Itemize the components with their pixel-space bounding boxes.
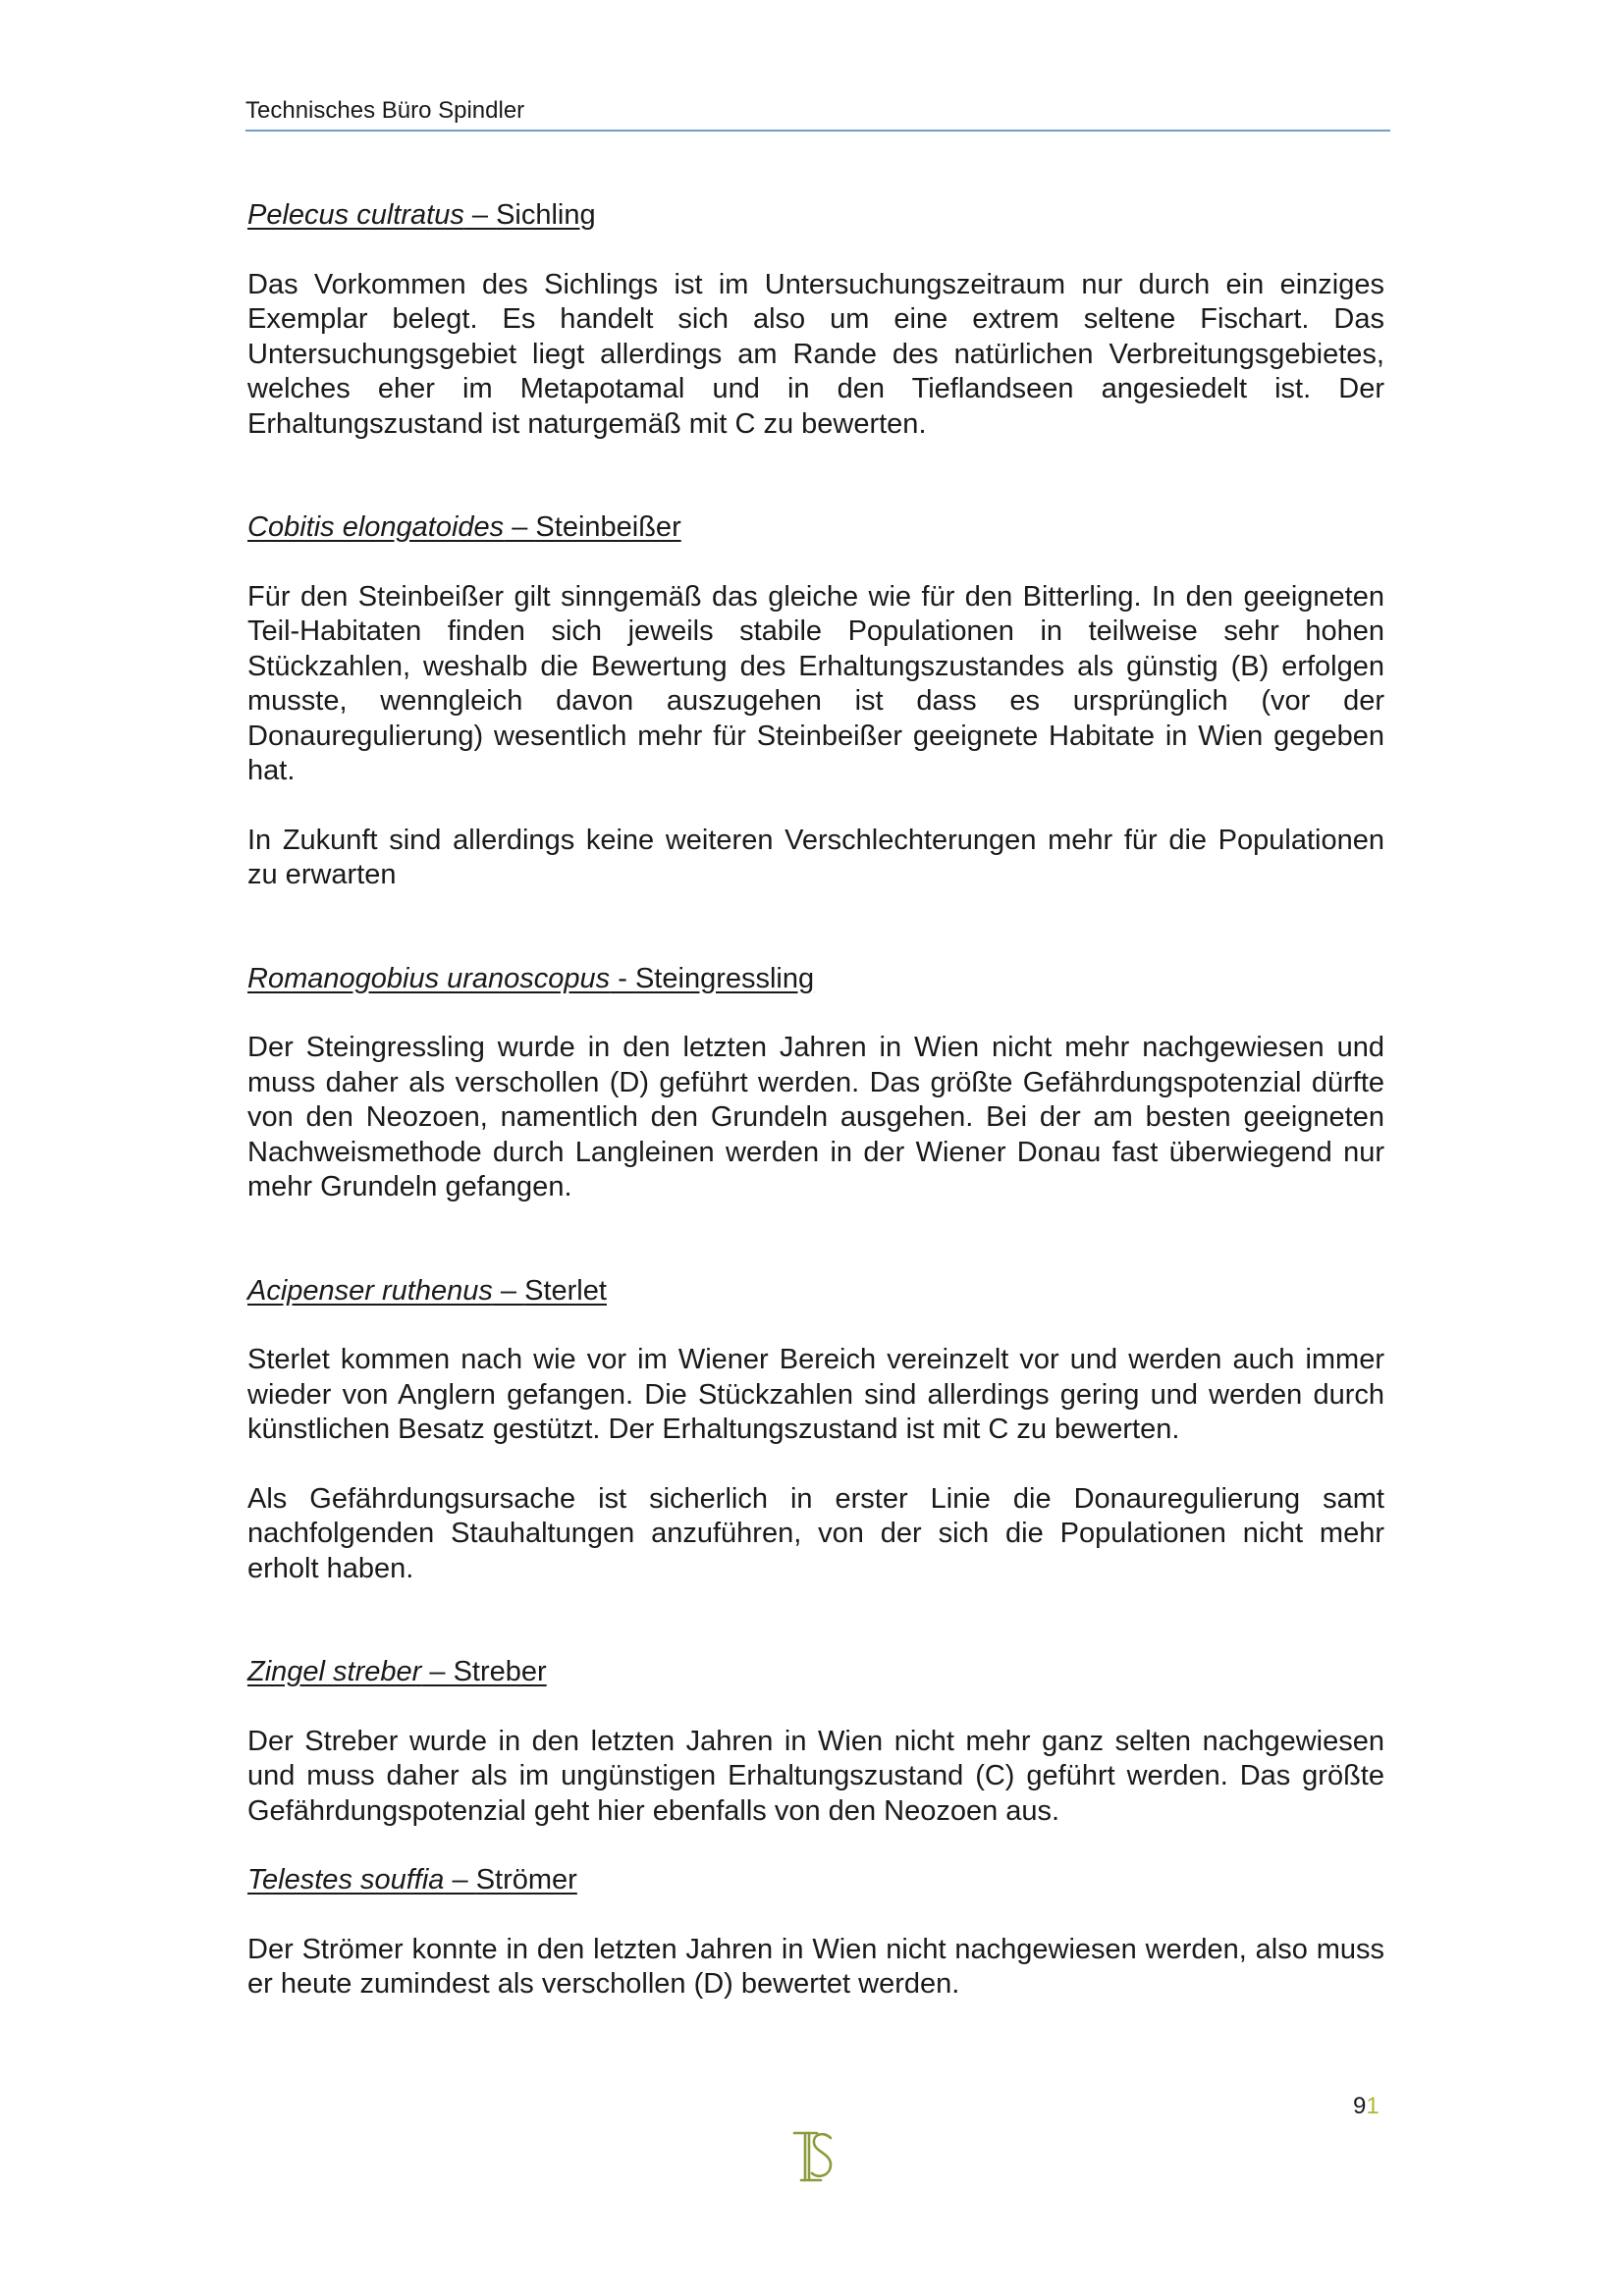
document-body [247,198,1384,2002]
page-number-suffix: 1 [1366,2093,1380,2119]
page-number: 91 [1353,2093,1380,2119]
section-heading: Cobitis elongatoides – Steinbeißer [247,511,681,543]
section-heading: Romanogobius uranoscopus - Steingressling [247,962,815,994]
section-steinbeisser [247,510,1384,893]
section-heading: Telestes souffia – Strömer [247,1864,577,1896]
section-paragraph: Das Vorkommen des Sichlings ist im Untersuchungszeitraum nur durch ein einziges Exemplar belegt. Es handelt sich also um eine extrem seltene Fischart. Das Untersuchungsgebiet liegt allerdings am Rande des natürlichen Verbreitungsgebietes, welches eher im Metapotamal und in den Tieflandseen angesiedelt ist. Der Erhaltungszustand ist naturgemäß mit C zu bewerten. [247,268,1384,440]
section-heading: Pelecus cultratus – Sichling [247,199,596,231]
section-paragraph: Als Gefährdungsursache ist sicherlich in erster Linie die Donauregulierung samt nachfolgenden Stauhaltungen anzuführen, von der sich die Populationen nicht mehr erholt haben. [247,1482,1384,1584]
ts-logo-icon [791,2128,839,2185]
section-stroemer [247,1863,1384,2002]
section-steingressling [247,962,1384,1205]
section-heading: Zingel streber – Streber [247,1656,547,1687]
section-sterlet [247,1274,1384,1587]
section-paragraph: In Zukunft sind allerdings keine weiteren Verschlechterungen mehr für die Populationen zu erwarten [247,824,1384,890]
section-heading: Acipenser ruthenus – Sterlet [247,1274,607,1307]
page-header [245,96,1390,132]
section-paragraph: Der Strömer konnte in den letzten Jahren in Wien nicht nachgewiesen werden, also muss er heute zumindest als verschollen (D) bewertet werden. [247,1933,1384,2000]
section-paragraph: Für den Steinbeißer gilt sinngemäß das gleiche wie für den Bitterling. In den geeigneten Teil-Habitaten finden sich jeweils stabile Populationen in teilweise sehr hohen Stückzahlen, weshalb die Bewertung des Erhaltungszustandes als günstig (B) erfolgen musste, wenngleich davon auszugehen ist dass es ursprünglich (vor der Donauregulierung) wesentlich mehr für Steinbeißer geeignete Habitate in Wien gegeben hat. [247,580,1384,786]
section-paragraph: Sterlet kommen nach wie vor im Wiener Bereich vereinzelt vor und werden auch immer wieder von Anglern gefangen. Die Stückzahlen sind allerdings gering und werden durch künstlichen Besatz gestützt. Der Erhaltungszustand ist mit C zu bewerten. [247,1344,1384,1445]
section-paragraph: Der Steingressling wurde in den letzten Jahren in Wien nicht mehr nachgewiesen und muss daher als verschollen (D) geführt werden. Das größte Gefährdungspotenzial dürfte von den Neozoen, namentlich den Grundeln ausgehen. Bei der am besten geeigneten Nachweismethode durch Langleinen werden in der Wiener Donau fast überwiegend nur mehr Grundeln gefangen. [247,1032,1384,1202]
company-logo [791,2128,839,2190]
section-streber [247,1655,1384,1829]
section-paragraph: Der Streber wurde in den letzten Jahren in Wien nicht mehr ganz selten nachgewiesen und muss daher als im ungünstigen Erhaltungszustand (C) geführt werden. Das größte Gefährdungspotenzial geht hier ebenfalls von den Neozoen aus. [247,1725,1384,1827]
section-sichling [247,198,1384,442]
header-title: Technisches Büro Spindler [245,97,525,124]
